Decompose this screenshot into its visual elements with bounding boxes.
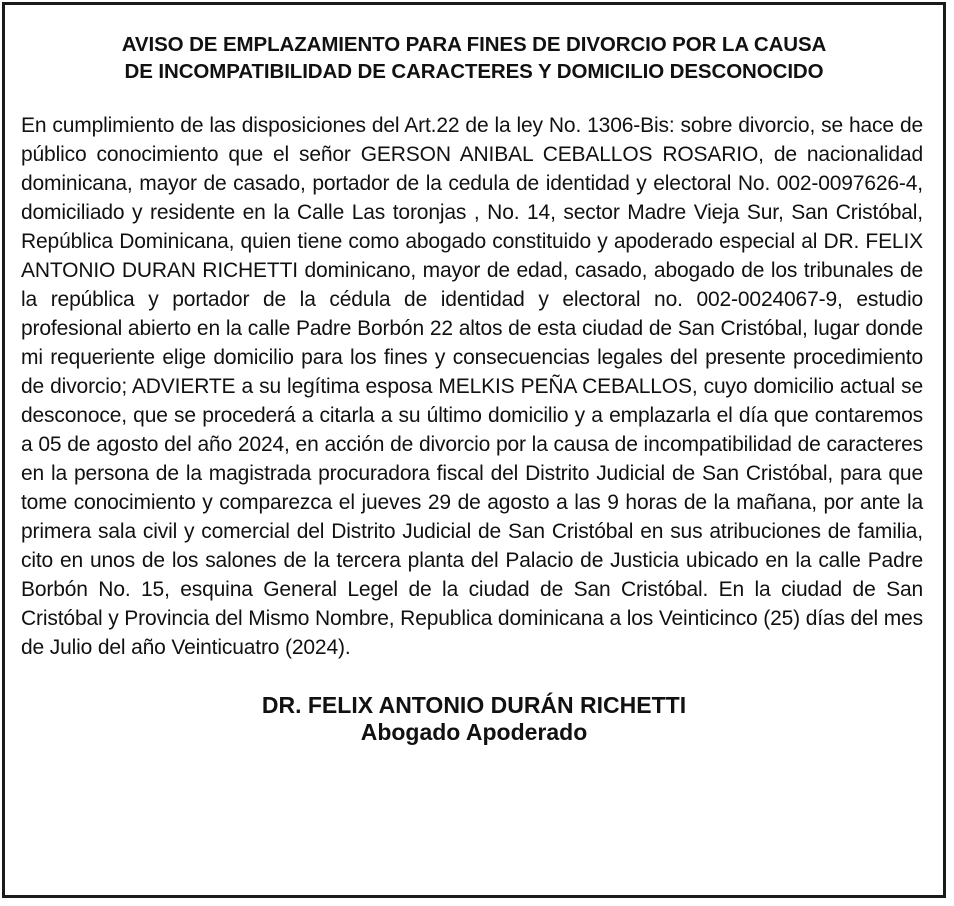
signature-role: Abogado Apoderado bbox=[360, 719, 588, 745]
notice-title-line-2: DE INCOMPATIBILIDAD DE CARACTERES Y DOMICILIO DESCONOCIDO bbox=[124, 60, 824, 83]
notice-body: En cumplimiento de las disposiciones del Art.22 de la ley No. 1306-Bis: sobre divorcio, se hace de público conocimiento que el señor GERSON ANIBAL CEBALLOS ROSARIO, de nacionalidad dominicana, mayor de casado, portador de la cedula de identidad y electoral No. 002-0097626-4, domiciliado y residente en la Calle Las toronjas , No. 14, sector Madre Vieja Sur, San Cristóbal, República Dominicana, quien tiene como abogado constituido y apoderado especial al DR. FELIX ANTONIO DURAN RICHETTI dominicano, mayor de edad, casado, abogado de los tribunales de la república y portador de la cédula de identidad y electoral no. 002-0024067-9, estudio profesional abierto en la calle Padre Borbón 22 altos de esta ciudad de San Cristóbal, lugar donde mi requeriente elige domicilio para los fines y consecuencias legales del presente procedimiento de divorcio; ADVIERTE a su legítima esposa MELKIS PEÑA CEBALLOS, cuyo domicilio actual se desconoce, que se procederá a citarla a su último domicilio y a emplazarla el día que contaremos a 05 de agosto del año 2024, en acción de divorcio por la causa de incompatibilidad de caracteres en la persona de la magistrada procuradora fiscal del Distrito Judicial de San Cristóbal, para que tome conocimiento y comparezca el jueves 29 de agosto a las 9 horas de la mañana, por ante la primera sala civil y comercial del Distrito Judicial de San Cristóbal en sus atribuciones de familia, cito en unos de los salones de la tercera planta del Palacio de Justicia ubicado en la calle Padre Borbón No. 15, esquina General Legel de la ciudad de San Cristóbal. En la ciudad de San Cristóbal y Provincia del Mismo Nombre, Republica dominicana a los Veinticinco (25) días del mes de Julio del año Veinticuatro (2024). bbox=[21, 114, 923, 659]
notice-title-line-1: AVISO DE EMPLAZAMIENTO PARA FINES DE DIVORCIO POR LA CAUSA bbox=[121, 33, 827, 56]
signature-name: DR. FELIX ANTONIO DURÁN RICHETTI bbox=[261, 692, 687, 718]
legal-notice bbox=[2, 2, 946, 898]
signature-block bbox=[5, 692, 943, 746]
notice-title bbox=[33, 31, 915, 85]
